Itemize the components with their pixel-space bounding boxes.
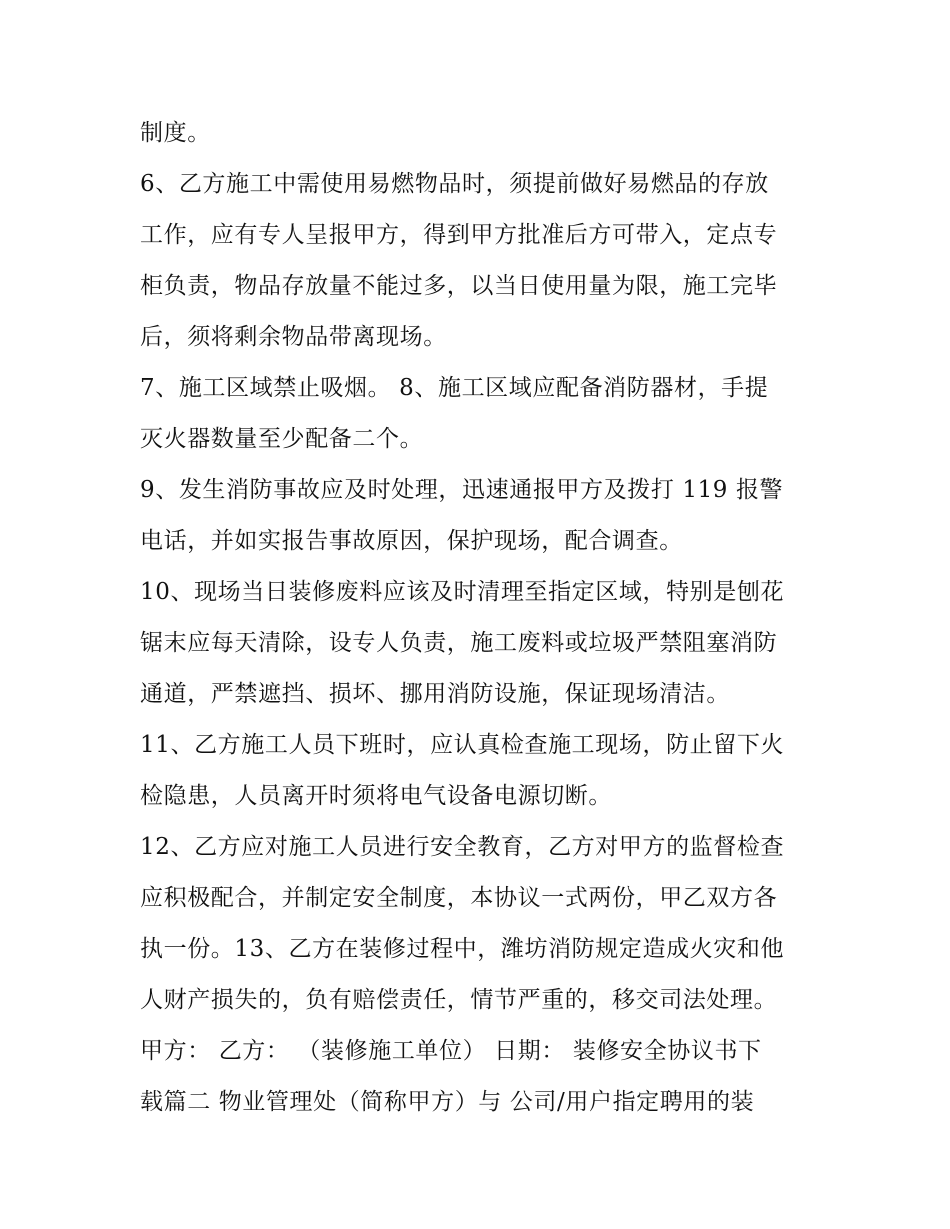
text-line: 10、现场当日装修废料应该及时清理至指定区域，特别是刨花 [140, 579, 785, 605]
text-line: 应积极配合，并制定安全制度，本协议一式两份，甲乙双方各 [140, 885, 778, 911]
text-line: 检隐患，人员离开时须将电气设备电源切断。 [140, 783, 612, 809]
text-line: 6、乙方施工中需使用易燃物品时，须提前做好易燃品的存放 [140, 171, 769, 197]
text-line: 制度。 [140, 120, 211, 146]
text-line: 灭火器数量至少配备二个。 [140, 426, 424, 452]
text-line: 工作，应有专人呈报甲方，得到甲方批准后方可带入，定点专 [140, 222, 778, 248]
text-line: 人财产损失的，负有赔偿责任，情节严重的，移交司法处理。 [140, 987, 778, 1013]
text-line: 12、乙方应对施工人员进行安全教育，乙方对甲方的监督检查 [140, 834, 785, 860]
text-line: 7、施工区域禁止吸烟。 8、施工区域应配备消防器材，手提 [140, 375, 769, 401]
text-line: 载篇二 物业管理处（简称甲方）与 公司/用户指定聘用的装 [140, 1089, 755, 1115]
text-line: 甲方： 乙方： （装修施工单位） 日期： 装修安全协议书下 [140, 1038, 762, 1064]
text-line: 通道，严禁遮挡、损坏、挪用消防设施，保证现场清洁。 [140, 681, 730, 707]
text-line: 电话，并如实报告事故原因，保护现场，配合调查。 [140, 528, 683, 554]
text-line: 柜负责，物品存放量不能过多，以当日使用量为限，施工完毕 [140, 273, 778, 299]
text-line: 锯末应每天清除，设专人负责，施工废料或垃圾严禁阻塞消防 [140, 630, 778, 656]
document-body [140, 108, 820, 1128]
text-line: 执一份。13、乙方在装修过程中，潍坊消防规定造成火灾和他 [140, 936, 785, 962]
text-line: 11、乙方施工人员下班时，应认真检查施工现场，防止留下火 [140, 732, 785, 758]
text-line: 9、发生消防事故应及时处理，迅速通报甲方及拨打 119 报警 [140, 477, 784, 503]
text-line: 后，须将剩余物品带离现场。 [140, 324, 447, 350]
